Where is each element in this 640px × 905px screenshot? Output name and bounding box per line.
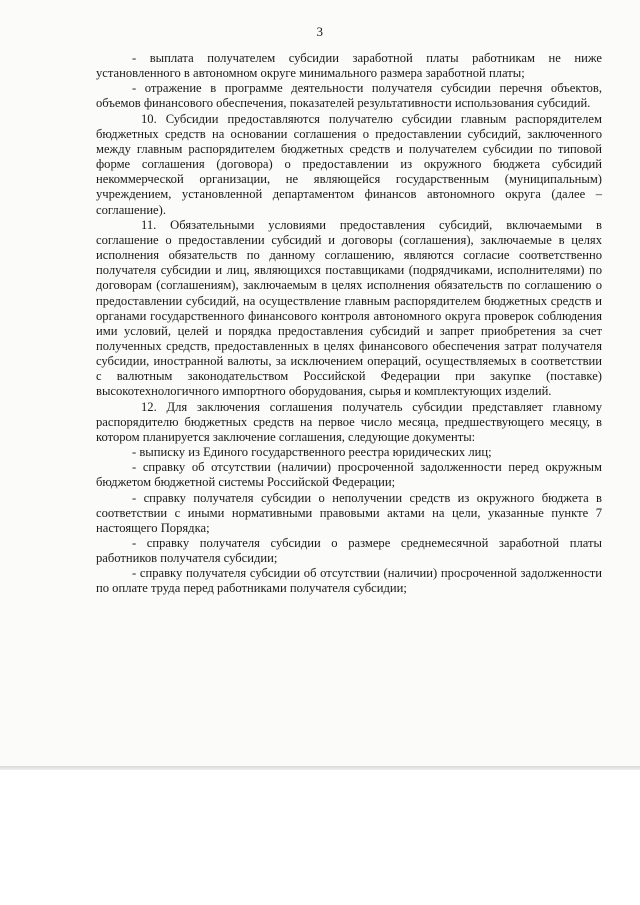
list-item: - справку получателя субсидии о неполучении средств из окружного бюджета в соответствии с иными нормативными правовыми актами на цели, указанные пункте 7 настоящего Порядка; bbox=[96, 490, 602, 535]
paragraph: 10. Субсидии предоставляются получателю субсидии главным распорядителем бюджетных средств на основании соглашения о предоставлении субсидий, заключенного между главным распорядителем бюджетных средств и получателем субсидии по типовой форме соглашения (договора) о предоставлении из окружного бюджета субсидий некоммерческой организации, не являющейся государственным (муниципальным) учреждением, установленной департаментом финансов автономного округа (далее – соглашение). bbox=[96, 111, 602, 217]
list-item: - справку об отсутствии (наличии) просроченной задолженности перед окружным бюджетом бюджетной системы Российской Федерации; bbox=[96, 460, 602, 490]
list-item: - выписку из Единого государственного реестра юридических лиц; bbox=[132, 445, 492, 460]
page-number: 3 bbox=[316, 24, 324, 39]
paragraph: 11. Обязательными условиями предоставления субсидий, включаемыми в соглашение о предоставлении субсидий и договоры (соглашения), заключаемые в целях исполнения обязательств по данному соглашению, являются согласие соответственно получателя субсидии и лиц, являющихся поставщиками (подрядчиками, исполнителями) по договорам (соглашениям), заключаемым в целях исполнения обязательств по соглашению о предоставлении субсидий, на осуществление главным распорядителем бюджетных средств и органами государственного финансового контроля автономного округа проверок соблюдения ими условий, целей и порядка предоставления субсидий и запрет приобретения за счет полученных средств, предоставленных в целях финансового обеспечения затрат получателя субсидии, иностранной валюты, за исключением операций, осуществляемых в соответствии с валютным законодательством Российской Федерации при закупке (поставке) высокотехнологичного импортного оборудования, сырья и комплектующих изделий. bbox=[96, 217, 602, 399]
scan-edge-divider bbox=[0, 766, 640, 770]
paragraph: 12. Для заключения соглашения получатель субсидии представляет главному распорядителю бюджетных средств на первое число месяца, предшествующего месяцу, в котором планируется заключение соглашения, следующие документы: bbox=[96, 399, 602, 444]
paragraph: - выплата получателем субсидии заработной платы работникам не ниже установленного в автономном округе минимального размера заработной платы; bbox=[96, 51, 602, 81]
paragraph: - отражение в программе деятельности получателя субсидии перечня объектов, объемов финансового обеспечения, показателей результативности использования субсидий. bbox=[96, 81, 602, 111]
list-item: - справку получателя субсидии о размере среднемесячной заработной платы работников получателя субсидии; bbox=[96, 536, 602, 566]
list-item: - справку получателя субсидии об отсутствии (наличии) просроченной задолженности по оплате труда перед работниками получателя субсидии; bbox=[96, 566, 602, 596]
document-body bbox=[96, 51, 602, 597]
